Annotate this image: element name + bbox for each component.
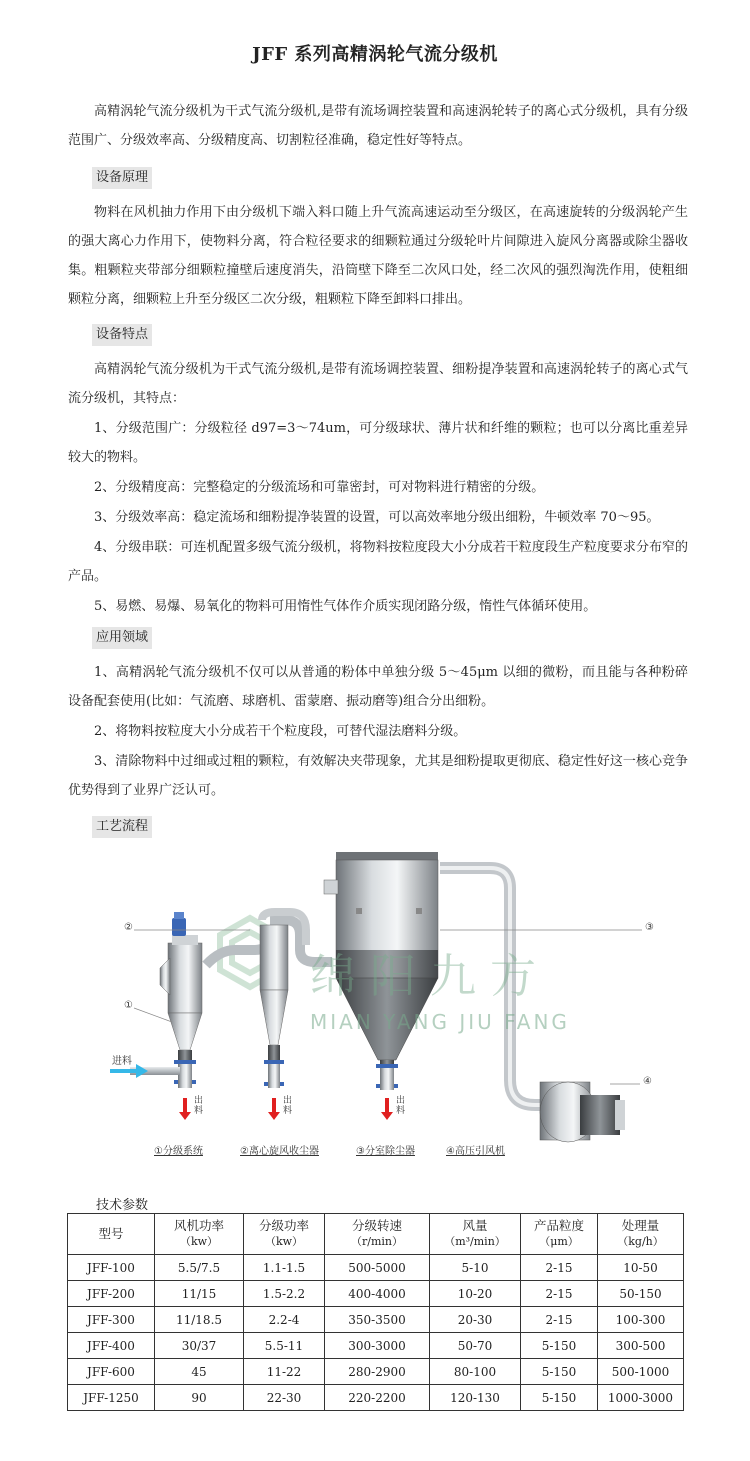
cell: 400-4000 xyxy=(325,1281,430,1307)
cell: 90 xyxy=(155,1385,244,1411)
out-label-1: 出料 xyxy=(194,1096,204,1116)
cell: 1.1-1.5 xyxy=(244,1255,325,1281)
cell: 1000-3000 xyxy=(598,1385,684,1411)
cell: JFF-1250 xyxy=(68,1385,155,1411)
table-row xyxy=(68,1359,684,1385)
feature-item-2: 2、分级精度高：完整稳定的分级流场和可靠密封，可对物料进行精密的分级。 xyxy=(94,480,545,495)
cell: 1.5-2.2 xyxy=(244,1281,325,1307)
cell: 5-150 xyxy=(521,1333,598,1359)
col-header-particle-size: 产品粒度 （μm） xyxy=(521,1214,598,1255)
cell: JFF-200 xyxy=(68,1281,155,1307)
marker-1: ① xyxy=(124,1000,133,1011)
cell: 350-3500 xyxy=(325,1307,430,1333)
col-header-capacity: 处理量 （kg/h） xyxy=(598,1214,684,1255)
table-row xyxy=(68,1281,684,1307)
section-heading-applications: 应用领域 xyxy=(92,627,152,649)
col-header-fan-power: 风机功率 （kw） xyxy=(155,1214,244,1255)
caption-4: ④高压引风机 xyxy=(446,1146,505,1157)
cell: 2-15 xyxy=(521,1281,598,1307)
specs-table xyxy=(67,1213,684,1411)
cell: JFF-400 xyxy=(68,1333,155,1359)
cell: 22-30 xyxy=(244,1385,325,1411)
cell: 5-150 xyxy=(521,1359,598,1385)
section-heading-principle: 设备原理 xyxy=(92,167,152,189)
marker-4: ④ xyxy=(643,1076,652,1087)
caption-3: ③分室除尘器 xyxy=(356,1146,415,1157)
caption-2: ②离心旋风收尘器 xyxy=(240,1146,319,1157)
cell: 300-500 xyxy=(598,1333,684,1359)
cell: 220-2200 xyxy=(325,1385,430,1411)
cell: 11/15 xyxy=(155,1281,244,1307)
cell: JFF-100 xyxy=(68,1255,155,1281)
cell: 50-150 xyxy=(598,1281,684,1307)
marker-2: ② xyxy=(124,922,133,933)
feature-item-1: 1、分级范围广：分级粒径 d97=3～74um，可分级球状、薄片状和纤维的颗粒；也可以分离比重差异较大的物料。 xyxy=(68,421,688,465)
motor xyxy=(172,918,186,936)
cell: 300-3000 xyxy=(325,1333,430,1359)
cell: 5.5-11 xyxy=(244,1333,325,1359)
cell: 2-15 xyxy=(521,1255,598,1281)
cell: 500-1000 xyxy=(598,1359,684,1385)
cell: 500-5000 xyxy=(325,1255,430,1281)
application-item-2: 2、将物料按粒度大小分成若干个粒度段，可替代湿法磨料分级。 xyxy=(94,724,467,739)
page-title: JFF 系列高精涡轮气流分级机 xyxy=(252,44,498,65)
cell: 100-300 xyxy=(598,1307,684,1333)
col-header-model: 型号 xyxy=(68,1214,155,1255)
feed-label: 进料 xyxy=(112,1056,132,1067)
cell: 20-30 xyxy=(430,1307,521,1333)
features-intro: 高精涡轮气流分级机为干式气流分级机,是带有流场调控装置、细粉提净装置和高速涡轮转子的离心式气流分级机，其特点： xyxy=(68,362,688,406)
cell: 120-130 xyxy=(430,1385,521,1411)
col-header-air-volume: 风量 （m³/min） xyxy=(430,1214,521,1255)
cell: 5.5/7.5 xyxy=(155,1255,244,1281)
out-label-2: 出料 xyxy=(283,1096,293,1116)
cell: 2.2-4 xyxy=(244,1307,325,1333)
cell: 280-2900 xyxy=(325,1359,430,1385)
col-header-speed: 分级转速 （r/min） xyxy=(325,1214,430,1255)
cell: 50-70 xyxy=(430,1333,521,1359)
feature-item-3: 3、分级效率高：稳定流场和细粉提净装置的设置，可以高效率地分级出细粉，牛顿效率 70～95。 xyxy=(94,510,660,525)
cyclone-unit xyxy=(260,925,288,1088)
marker-3: ③ xyxy=(645,922,654,933)
high-pressure-fan-unit xyxy=(540,1082,625,1142)
watermark-cn: 绵阳九方 xyxy=(310,949,550,1003)
cell: JFF-600 xyxy=(68,1359,155,1385)
watermark-en: MIAN YANG JIU FANG xyxy=(310,1010,570,1034)
feature-item-4: 4、分级串联：可连机配置多级气流分级机，将物料按粒度段大小分成若干粒度段生产粒度要求分布窄的产品。 xyxy=(68,540,688,584)
feature-item-5: 5、易燃、易爆、易氧化的物料可用惰性气体作介质实现闭路分级，惰性气体循环使用。 xyxy=(94,599,597,614)
section-heading-process: 工艺流程 xyxy=(92,816,152,838)
section-heading-features: 设备特点 xyxy=(92,324,152,346)
table-row xyxy=(68,1307,684,1333)
cell: 30/37 xyxy=(155,1333,244,1359)
principle-paragraph: 物料在风机抽力作用下由分级机下端入料口随上升气流高速运动至分级区，在高速旋转的分级涡轮产生的强大离心力作用下，使物料分离，符合粒径要求的细颗粒通过分级轮叶片间隙进入旋风分离器或除尘器收集。粗颗粒夹带部分细颗粒撞壁后速度消失，沿筒壁下降至二次风口处，经二次风的强烈淘洗作用，使粗细颗粒分离，细颗粒上升至分级区二次分级，粗颗粒下降至卸料口排出。 xyxy=(68,205,688,307)
col-header-classifier-power: 分级功率 （kw） xyxy=(244,1214,325,1255)
intro-paragraph: 高精涡轮气流分级机为干式气流分级机,是带有流场调控装置和高速涡轮转子的离心式分级机，具有分级范围广、分级效率高、分级精度高、切割粒径准确，稳定性好等特点。 xyxy=(68,104,688,148)
cell: JFF-300 xyxy=(68,1307,155,1333)
cell: 80-100 xyxy=(430,1359,521,1385)
application-item-1: 1、高精涡轮气流分级机不仅可以从普通的粉体中单独分级 5～45μm 以细的微粉，而且能与各种粉碎设备配套使用(比如：气流磨、球磨机、雷蒙磨、振动磨等)组合分出细粉。 xyxy=(68,665,688,709)
cell: 45 xyxy=(155,1359,244,1385)
caption-1: ①分级系统 xyxy=(154,1146,203,1157)
cell: 11-22 xyxy=(244,1359,325,1385)
cell: 10-20 xyxy=(430,1281,521,1307)
out-label-3: 出料 xyxy=(396,1096,406,1116)
cell: 11/18.5 xyxy=(155,1307,244,1333)
cell: 2-15 xyxy=(521,1307,598,1333)
cell: 10-50 xyxy=(598,1255,684,1281)
cell: 5-150 xyxy=(521,1385,598,1411)
table-header-row xyxy=(68,1214,684,1255)
table-row xyxy=(68,1255,684,1281)
process-diagram xyxy=(110,850,690,1160)
application-item-3: 3、清除物料中过细或过粗的颗粒，有效解决夹带现象，尤其是细粉提取更彻底、稳定性好这一核心竞争优势得到了业界广泛认可。 xyxy=(68,754,688,798)
table-row xyxy=(68,1385,684,1411)
cell: 5-10 xyxy=(430,1255,521,1281)
table-row xyxy=(68,1333,684,1359)
classifier-unit xyxy=(160,912,202,1088)
specs-heading: 技术参数 xyxy=(96,1198,149,1213)
